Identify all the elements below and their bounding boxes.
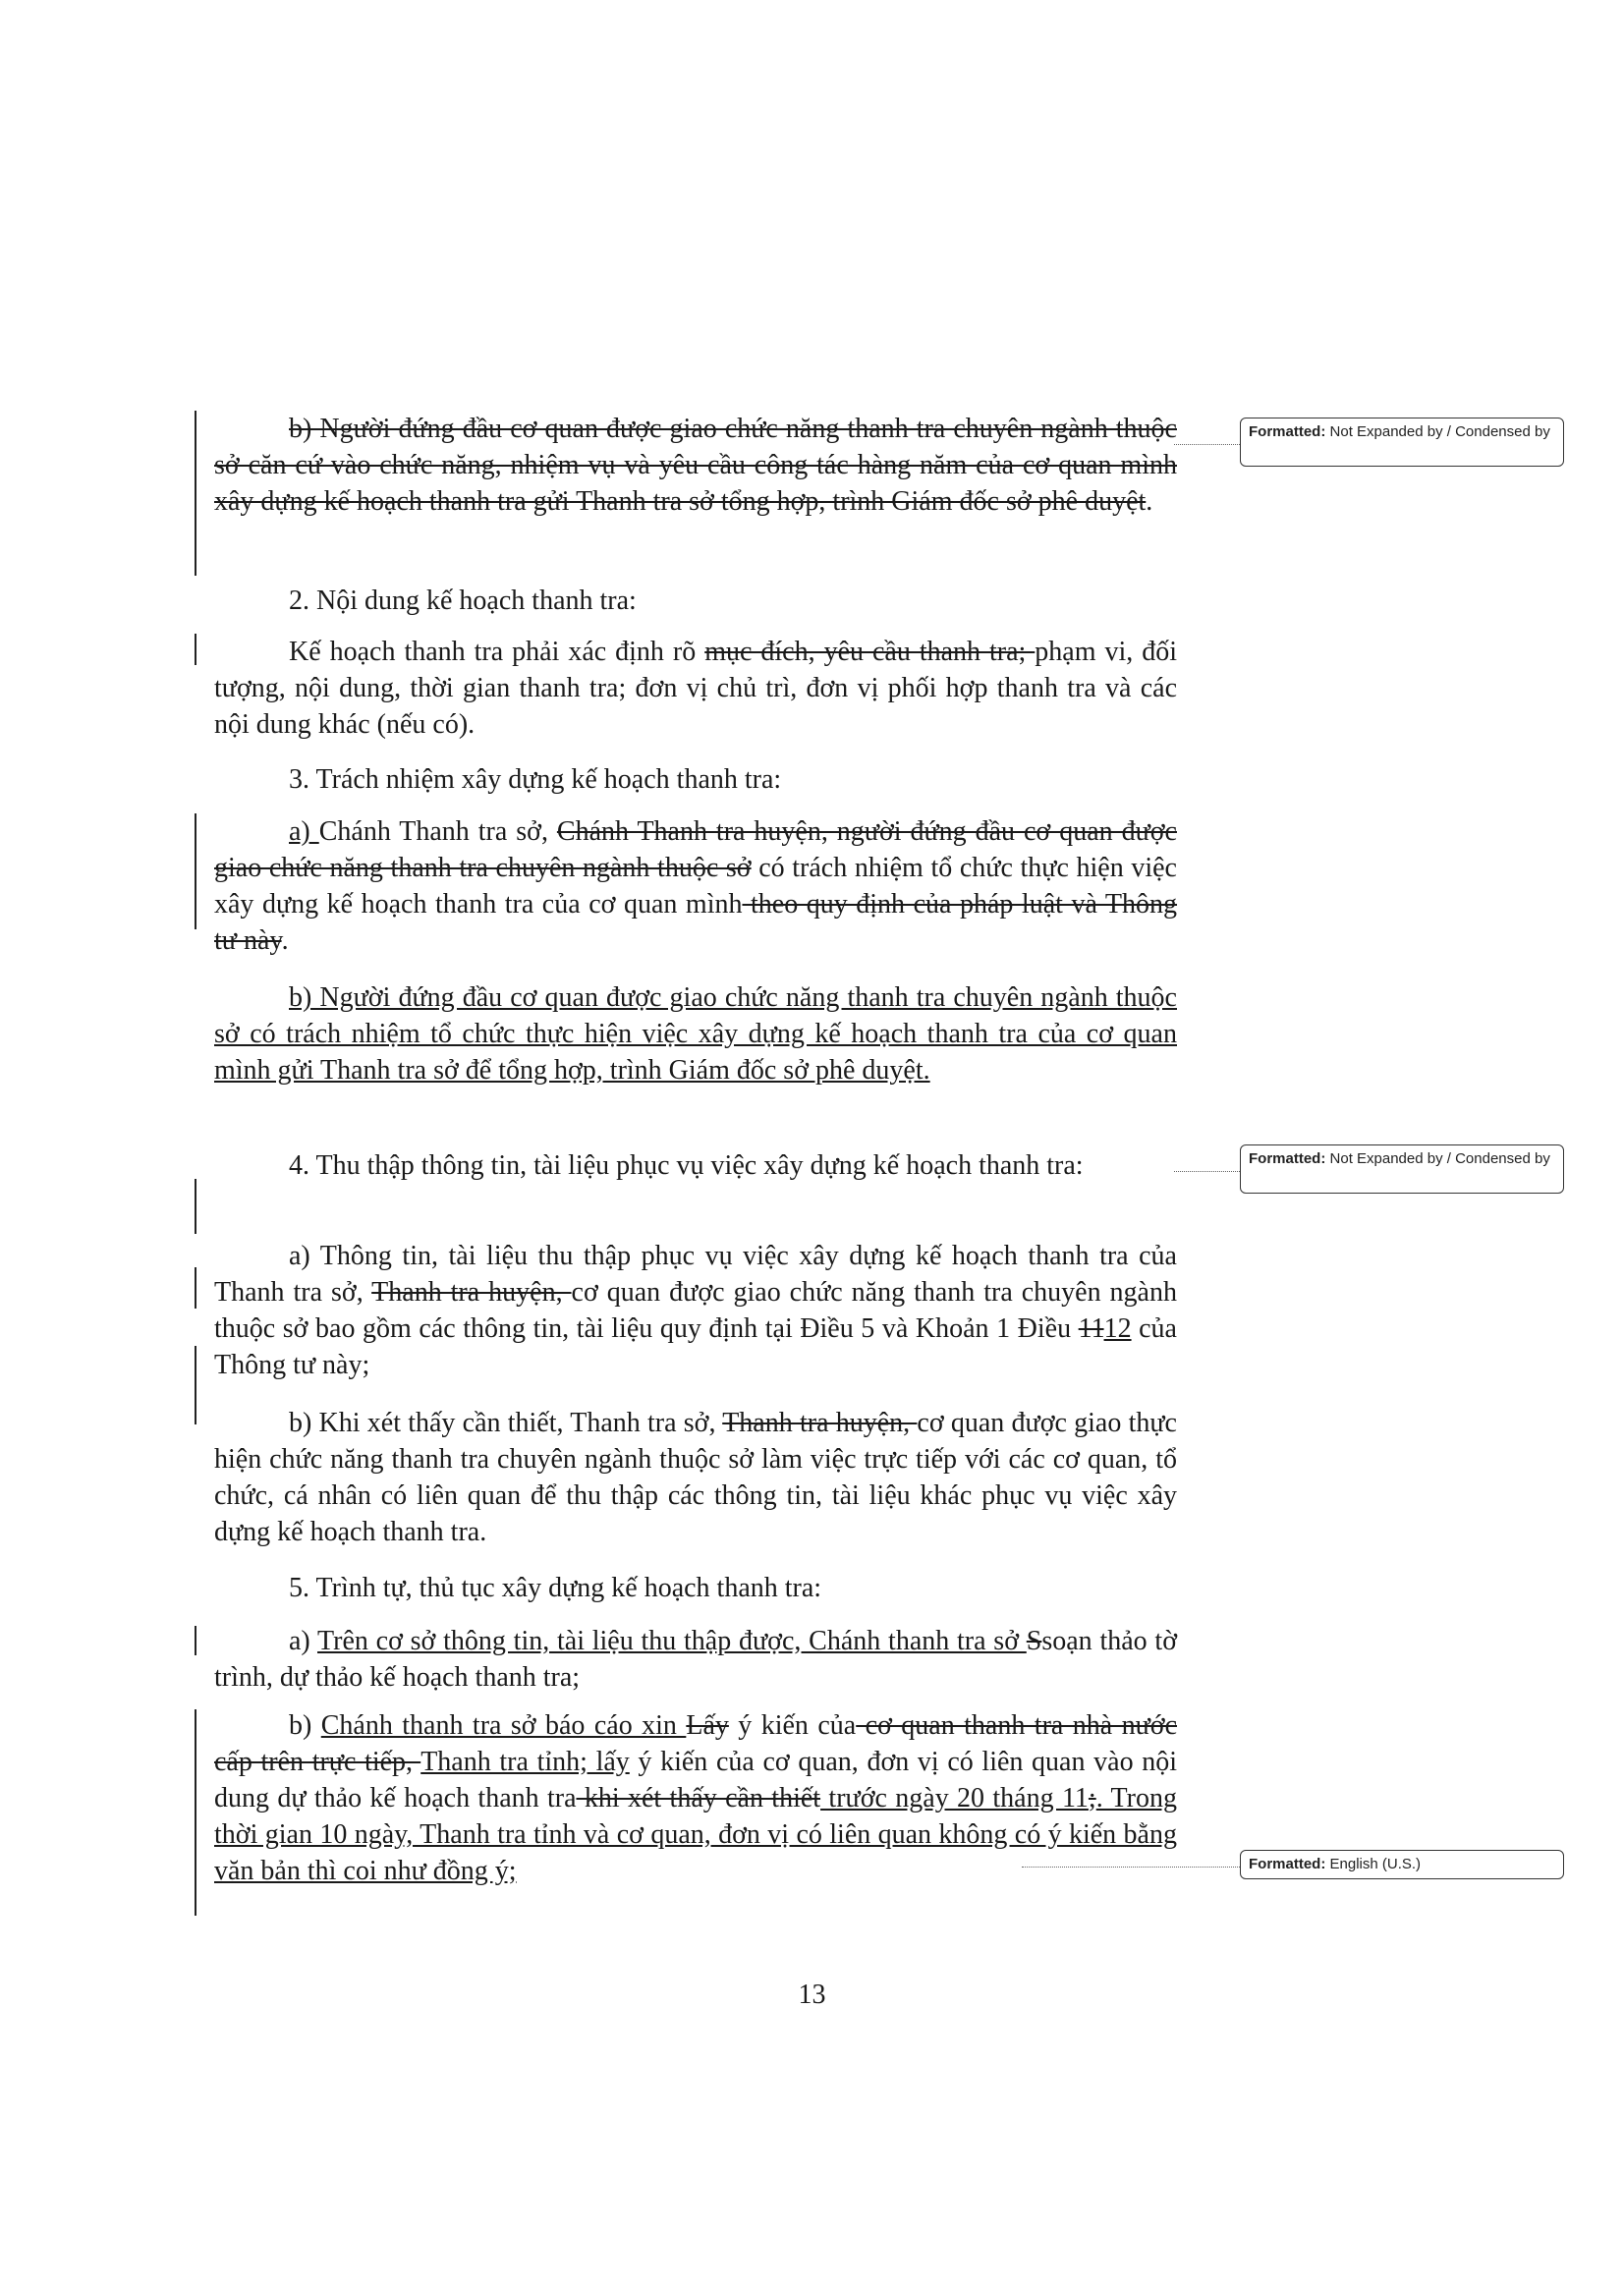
- comment-label: Formatted:: [1249, 423, 1326, 440]
- change-bar: [195, 1346, 196, 1424]
- text-run: ý kiến của cơ quan, đơn vị có liên quan vào nội dung dự thảo kế hoạch thanh tra: [214, 1747, 1178, 1813]
- text-run: b) Khi xét thấy cần thiết, Thanh tra sở,: [289, 1408, 723, 1438]
- deleted-text: b) Người đứng đầu cơ quan được giao chức năng thanh tra chuyên ngành thuộc sở căn cứ vào chức năng, nhiệm vụ và yêu cầu công tác hàng năm của cơ quan mình xây dựng kế hoạch thanh tra gửi Thanh tra sở tổng hợp, trình Giám đốc sở phê duyệt: [214, 414, 1177, 517]
- section-heading: [214, 583, 1177, 619]
- comment-text: Not Expanded by / Condensed by: [1329, 423, 1550, 440]
- inserted-text: Chánh thanh tra sở báo cáo xin: [320, 1710, 687, 1741]
- inserted-text: 12: [1103, 1313, 1132, 1344]
- text-run: .: [281, 925, 289, 956]
- change-bar: [195, 634, 196, 665]
- text-run: 3. Trách nhiệm xây dựng kế hoạch thanh tra:: [289, 764, 782, 795]
- comment-balloon[interactable]: [1240, 1144, 1564, 1194]
- inserted-text: Trên cơ sở thông tin, tài liệu thu thập được, Chánh thanh tra sở: [317, 1626, 1027, 1656]
- deleted-text: 11: [1078, 1313, 1104, 1344]
- change-bar: [195, 1626, 196, 1655]
- paragraph: [214, 1707, 1177, 1889]
- para-1: [214, 411, 1177, 520]
- text-run: có trách nhiệm tổ chức thực hiện việc xây dựng kế hoạch thanh tra của cơ quan mình: [214, 853, 1177, 920]
- comment-label: Formatted:: [1249, 1856, 1326, 1872]
- para-7: [214, 1147, 1177, 1184]
- comment-leader: [1174, 444, 1240, 445]
- page-number: 13: [798, 1980, 826, 2010]
- change-bar: [195, 411, 196, 576]
- comment-leader: [1174, 1171, 1240, 1172]
- deleted-text: Lấy: [686, 1710, 729, 1741]
- text-run: b): [289, 1710, 321, 1741]
- text-run: a) Thông tin, tài liệu thu thập phục vụ việc xây dựng kế hoạch thanh tra của Thanh tra sở,: [214, 1241, 1177, 1308]
- inserted-text: Thanh tra tỉnh; lấy: [420, 1747, 630, 1777]
- inserted-text: . Trong thời gian 10 ngày, Thanh tra tỉnh và cơ quan, đơn vị có liên quan không có ý kiến bằng văn bản thì coi như đồng ý;: [214, 1783, 1177, 1886]
- change-bar: [195, 1267, 196, 1309]
- para-2: [214, 583, 1177, 619]
- section-heading: [214, 761, 1177, 798]
- text-run: của Thông tư này;: [214, 1313, 1177, 1380]
- deleted-text: ;: [1088, 1783, 1096, 1813]
- deleted-text: Chánh Thanh tra huyện, người đứng đầu cơ quan được giao chức năng thanh tra chuyên ngành thuộc sở: [214, 816, 1177, 883]
- text-run: phạm vi, đối tượng, nội dung, thời gian thanh tra; đơn vị chủ trì, đơn vị phối hợp thanh tra và các nội dung khác (nếu có).: [214, 637, 1177, 740]
- inserted-text: a): [289, 816, 319, 847]
- deleted-text: Thanh tra huyện,: [722, 1408, 918, 1438]
- text-run: Kế hoạch thanh tra phải xác định rõ: [289, 637, 705, 667]
- change-bar: [195, 1179, 196, 1234]
- para-3: [214, 634, 1177, 743]
- text-run: cơ quan được giao thực hiện chức năng thanh tra chuyên ngành thuộc sở làm việc trực tiếp với các cơ quan, tổ chức, cá nhân có liên quan để thu thập các thông tin, tài liệu khác phục vụ việc xây dựng kế hoạch thanh tra.: [214, 1408, 1177, 1547]
- paragraph: [214, 979, 1177, 1088]
- comment-balloon[interactable]: [1240, 418, 1564, 467]
- comment-leader: [1022, 1867, 1240, 1868]
- text-run: .: [1146, 486, 1153, 517]
- comment-text: Not Expanded by / Condensed by: [1329, 1150, 1550, 1167]
- section-heading: [214, 1147, 1177, 1184]
- para-11: [214, 1623, 1177, 1696]
- comment-label: Formatted:: [1249, 1150, 1326, 1167]
- change-bar: [195, 1709, 196, 1916]
- para-6: [214, 979, 1177, 1088]
- deleted-text: mục đích, yêu cầu thanh tra;: [704, 637, 1036, 667]
- para-8: [214, 1238, 1177, 1383]
- text-run: Chánh Thanh tra sở,: [318, 816, 557, 847]
- paragraph: [214, 634, 1177, 743]
- comment-text: English (U.S.): [1329, 1856, 1422, 1872]
- deleted-text: theo quy định của pháp luật và Thông tư này: [214, 889, 1178, 956]
- section-heading: [214, 1570, 1177, 1606]
- text-run: 5. Trình tự, thủ tục xây dựng kế hoạch thanh tra:: [289, 1573, 822, 1603]
- paragraph: [214, 1405, 1177, 1550]
- deleted-text: S: [1026, 1626, 1042, 1656]
- para-9: [214, 1405, 1177, 1550]
- para-5: [214, 813, 1177, 959]
- text-run: 2. Nội dung kế hoạch thanh tra:: [289, 586, 637, 616]
- inserted-text: b) Người đứng đầu cơ quan được giao chức năng thanh tra chuyên ngành thuộc sở có trách nhiệm tổ chức thực hiện việc xây dựng kế hoạch thanh tra của cơ quan mình gửi Thanh tra sở để tổng hợp, trình Giám đốc sở phê duyệt.: [214, 982, 1177, 1086]
- deleted-text: khi xét thấy cần thiết: [576, 1783, 821, 1813]
- text-run: cơ quan được giao chức năng thanh tra chuyên ngành thuộc sở bao gồm các thông tin, tài liệu quy định tại Điều 5 và Khoản 1 Điều: [214, 1277, 1177, 1344]
- para-4: [214, 761, 1177, 798]
- comment-balloon[interactable]: [1240, 1850, 1564, 1879]
- text-run: a): [289, 1626, 318, 1656]
- para-10: [214, 1570, 1177, 1606]
- para-12: [214, 1707, 1177, 1889]
- text-run: soạn thảo tờ trình, dự thảo kế hoạch thanh tra;: [214, 1626, 1178, 1693]
- paragraph: [214, 813, 1177, 959]
- inserted-text: trước ngày 20 tháng 11: [820, 1783, 1089, 1813]
- deleted-text: Thanh tra huyện,: [371, 1277, 572, 1308]
- paragraph: [214, 1623, 1177, 1696]
- deleted-text: cơ quan thanh tra nhà nước cấp trên trực tiếp,: [214, 1710, 1178, 1777]
- text-run: 4. Thu thập thông tin, tài liệu phục vụ việc xây dựng kế hoạch thanh tra:: [289, 1150, 1084, 1181]
- paragraph: [214, 411, 1177, 520]
- text-run: ý kiến của: [728, 1710, 857, 1741]
- change-bar: [195, 813, 196, 929]
- paragraph: [214, 1238, 1177, 1383]
